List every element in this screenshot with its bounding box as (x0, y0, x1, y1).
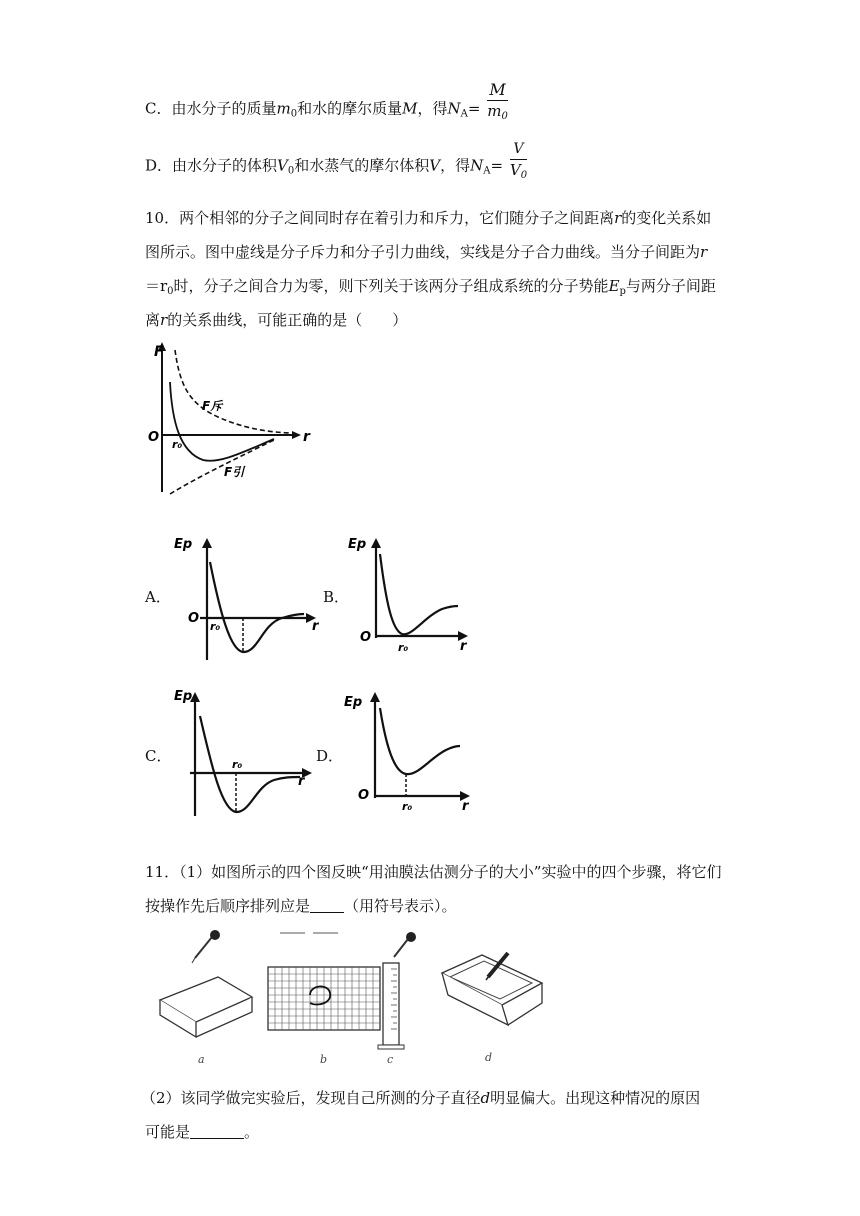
step-c-label: c (387, 1053, 394, 1066)
q11-line-1: 11．（1）如图所示的四个图反映“用油膜法估测分子的大小”实验中的四个步骤，将它们 (145, 863, 722, 881)
repulsive-label: F斥 (202, 399, 223, 413)
q11-part2-line-2: 可能是 。 (145, 1123, 260, 1141)
option-letter: C． (145, 99, 172, 118)
q10-line-4: 离r的关系曲线，可能正确的是（ ） (145, 311, 408, 329)
svg-text:r₀: r₀ (398, 641, 409, 654)
step-d-label: d (485, 1051, 493, 1064)
answer-blank[interactable] (310, 898, 344, 913)
q10-line-3: $=r_0$时，分子之间合力为零，则下列关于该两分子组成系统的分子势能$E_p$与两分子间距 (145, 277, 716, 297)
svg-text:Ep: Ep (344, 695, 363, 710)
option-b-letter: B． (323, 588, 350, 606)
step-a-illustration (160, 930, 252, 1037)
svg-text:O: O (188, 611, 200, 626)
option-a-graph[interactable] (170, 532, 330, 662)
r0-label: r₀ (172, 438, 183, 451)
fraction: $\frac{M}{m_0}$ (487, 80, 508, 122)
option-c-letter: C． (145, 747, 172, 765)
option-d-letter: D． (316, 747, 344, 765)
svg-text:O: O (358, 788, 370, 803)
step-b-illustration (268, 933, 380, 1030)
svg-text:Ep: Ep (174, 537, 193, 552)
option-c-graph[interactable] (170, 686, 330, 818)
svg-text:r₀: r₀ (210, 620, 221, 633)
option-d: D．由水分子的体积$V_0$和水蒸气的摩尔体积V，得$N_A=$ $\frac{V}{V_0}$ (145, 143, 527, 190)
q10-line-1: 10．两个相邻的分子之间同时存在着引力和斥力，它们随分子之间距离r的变化关系如 (145, 209, 712, 227)
q11-part2-line-1: （2）该同学做完实验后，发现自己所测的分子直径d明显偏大。出现这种情况的原因 (141, 1089, 701, 1107)
svg-text:r: r (462, 799, 469, 814)
option-d-graph[interactable] (340, 686, 480, 818)
svg-text:Ep: Ep (348, 537, 367, 552)
f-label: F (154, 344, 164, 360)
svg-text:O: O (360, 630, 372, 645)
svg-text:r: r (460, 639, 467, 654)
attractive-label: F引 (224, 465, 245, 479)
svg-text:r: r (298, 774, 305, 789)
step-c-illustration (378, 932, 416, 1049)
fraction: $\frac{V}{V_0}$ (509, 141, 528, 181)
option-letter: D． (145, 156, 173, 175)
q11-line-2: 按操作先后顺序排列应是 （用符号表示）。 (145, 897, 457, 915)
attractive-curve (170, 440, 274, 494)
svg-text:r₀: r₀ (402, 800, 413, 813)
step-b-label: b (320, 1053, 328, 1066)
origin-label: O (148, 430, 160, 445)
svg-text:r₀: r₀ (232, 758, 243, 771)
experiment-steps-figure (150, 925, 550, 1075)
svg-text:Ep: Ep (174, 689, 193, 704)
force-distance-graph (148, 342, 318, 497)
option-c: C．由水分子的质量$m_0$和水的摩尔质量M，得$N_A=$ $\frac{M}{m_0}$ (145, 86, 508, 133)
step-a-label: a (198, 1053, 205, 1066)
option-b-graph[interactable] (344, 532, 479, 662)
net-force-curve (170, 382, 274, 461)
svg-text:r: r (312, 619, 319, 634)
r-label: r (303, 429, 310, 445)
step-d-illustration (442, 953, 542, 1025)
answer-blank-2[interactable] (190, 1124, 244, 1139)
repulsive-curve (175, 350, 290, 433)
q10-line-2: 图所示。图中虚线是分子斥力和分子引力曲线，实线是分子合力曲线。当分子间距为r (145, 243, 708, 261)
option-a-letter: A． (145, 588, 171, 606)
